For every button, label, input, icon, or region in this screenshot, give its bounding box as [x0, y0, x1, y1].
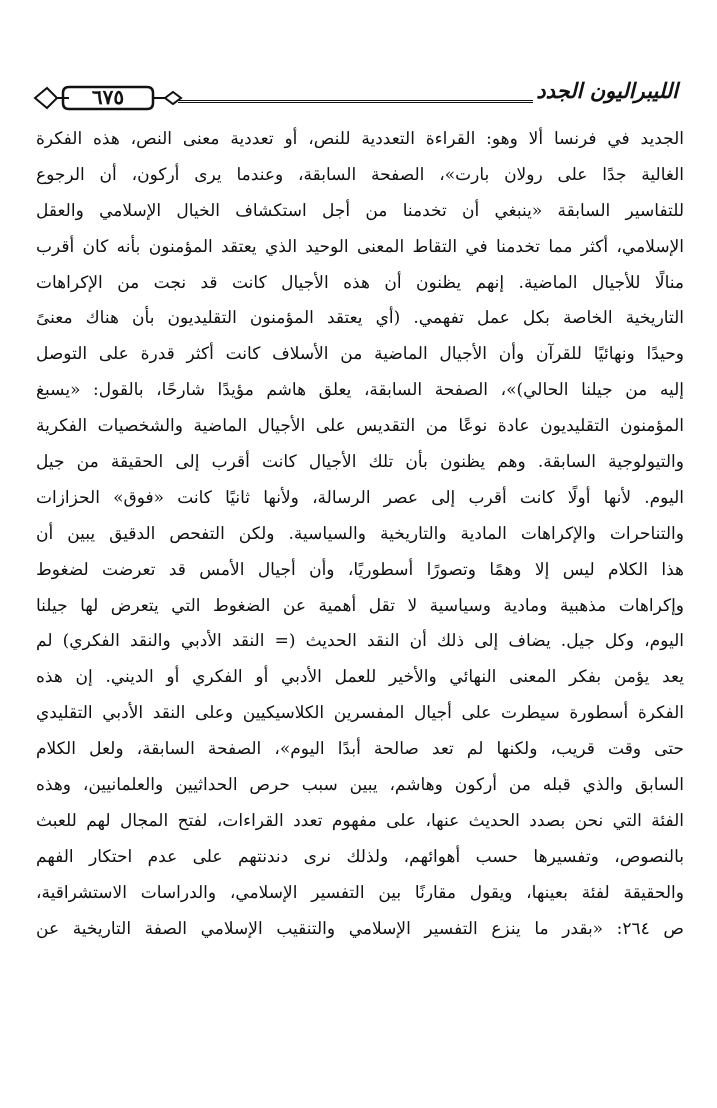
text-line: الفكرة أسطورة سيطرت على أجيال المفسرين الكلاسيكيين وعلى النقد الأدبي التقليدي [36, 703, 684, 724]
text-line: التاريخية الخاصة بكل عمل تفهمي. (أي يعتقد المؤمنون التقليديون بأن هناك معنىً [36, 308, 684, 329]
text-line: هذا الكلام ليس إلا وهمًا وتصورًا أسطوريًا، وأن أجيال الأمس قد تعرضت لضغوط [36, 559, 684, 580]
text-line: الجديد في فرنسا ألا وهو: القراءة التعددية للنص، أو تعددية معنى النص، هذه الفكرة [36, 129, 684, 149]
text-line: حتى وقت قريب، ولكنها لم تعد صالحة أبدًا اليوم»، الصفحة السابقة، ولعل الكلام [36, 739, 684, 760]
body-text [36, 122, 684, 947]
text-line: وحيدًا ونهائيًا للقرآن وأن الأجيال الماضية من الأسلاف كانت أكثر قدرة على التوصل [36, 344, 684, 365]
text-line: اليوم، وكل جيل. يضاف إلى ذلك أن النقد الحديث (= النقد الأدبي والنقد الفكري) لم [36, 631, 684, 652]
text-line: والحقيقة لفئة بعينها، ويقول مقارنًا بين التفسير الإسلامي، والدراسات الاستشراقية، [36, 882, 684, 903]
text-line: ص ٢٦٤: «بقدر ما ينزع التفسير الإسلامي والتنقيب الإسلامي الصفة التاريخية عن [36, 918, 684, 939]
text-line: الإسلامي، أكثر مما تخدمنا في التقاط المعنى الوحيد الذي يعتقد المؤمنون بأنه كان أقرب [36, 236, 684, 257]
page-number: ٦٧٥ [91, 85, 125, 109]
text-line: وإكراهات مذهبية ومادية وسياسية لا تقل أهمية عن الضغوط التي يتعرض لها جيلنا [36, 595, 684, 616]
text-line: المؤمنون التقليديون عادة نوعًا من التقديس على الأجيال الماضية والشخصيات الفكرية [36, 416, 684, 437]
text-line: الغالية جدًا على رولان بارت»، الصفحة السابقة، وعندما يرى أركون، أن الرجوع [36, 164, 684, 185]
text-line: الفئة التي نحن بصدد الحديث عنها، على مفهوم تعدد القراءات، لفتح المجال لهم للعبث [36, 810, 684, 831]
book-title: الليبراليون الجدد [536, 78, 678, 103]
header-rule [178, 100, 533, 103]
text-line: السابق والذي قبله من أركون وهاشم، يبين سبب حرص الحداثيين والعلمانيين، وهذه [36, 775, 684, 796]
text-line: إليه من جيلنا الحالي)»، الصفحة السابقة، يعلق هاشم مؤيدًا شارحًا، بالقول: «يسبغ [36, 380, 684, 401]
text-line: للتفاسير السابقة «ينبغي أن تخدمنا من أجل استكشاف الخيال الإسلامي والعقل [36, 200, 684, 221]
page-header [28, 78, 678, 112]
text-line: بالنصوص، وتفسيرها حسب أهوائهم، ولذلك نرى دندنتهم على عدم احتكار الفهم [36, 846, 684, 867]
page-number-badge [33, 84, 183, 112]
text-line: منالًا للأجيال الماضية. إنهم يظنون أن هذه الأجيال كانت قد نجت من الإكراهات [36, 272, 684, 293]
text-line: والتيولوجية السابقة. وهم يظنون بأن تلك الأجيال كانت أقرب إلى الحقيقة من جيل [36, 452, 684, 473]
text-line: يعد يؤمن بفكر المعنى النهائي والأخير للعمل الأدبي أو الفكري أو الديني. إن هذه [36, 667, 684, 688]
text-line: اليوم. لأنها أولًا كانت أقرب إلى عصر الرسالة، ولأنها ثانيًا كانت «فوق» الحزازات [36, 487, 684, 508]
text-line: والتناحرات والإكراهات المادية والتاريخية والسياسية. ولكن التفحص الدقيق يبين أن [36, 523, 684, 544]
